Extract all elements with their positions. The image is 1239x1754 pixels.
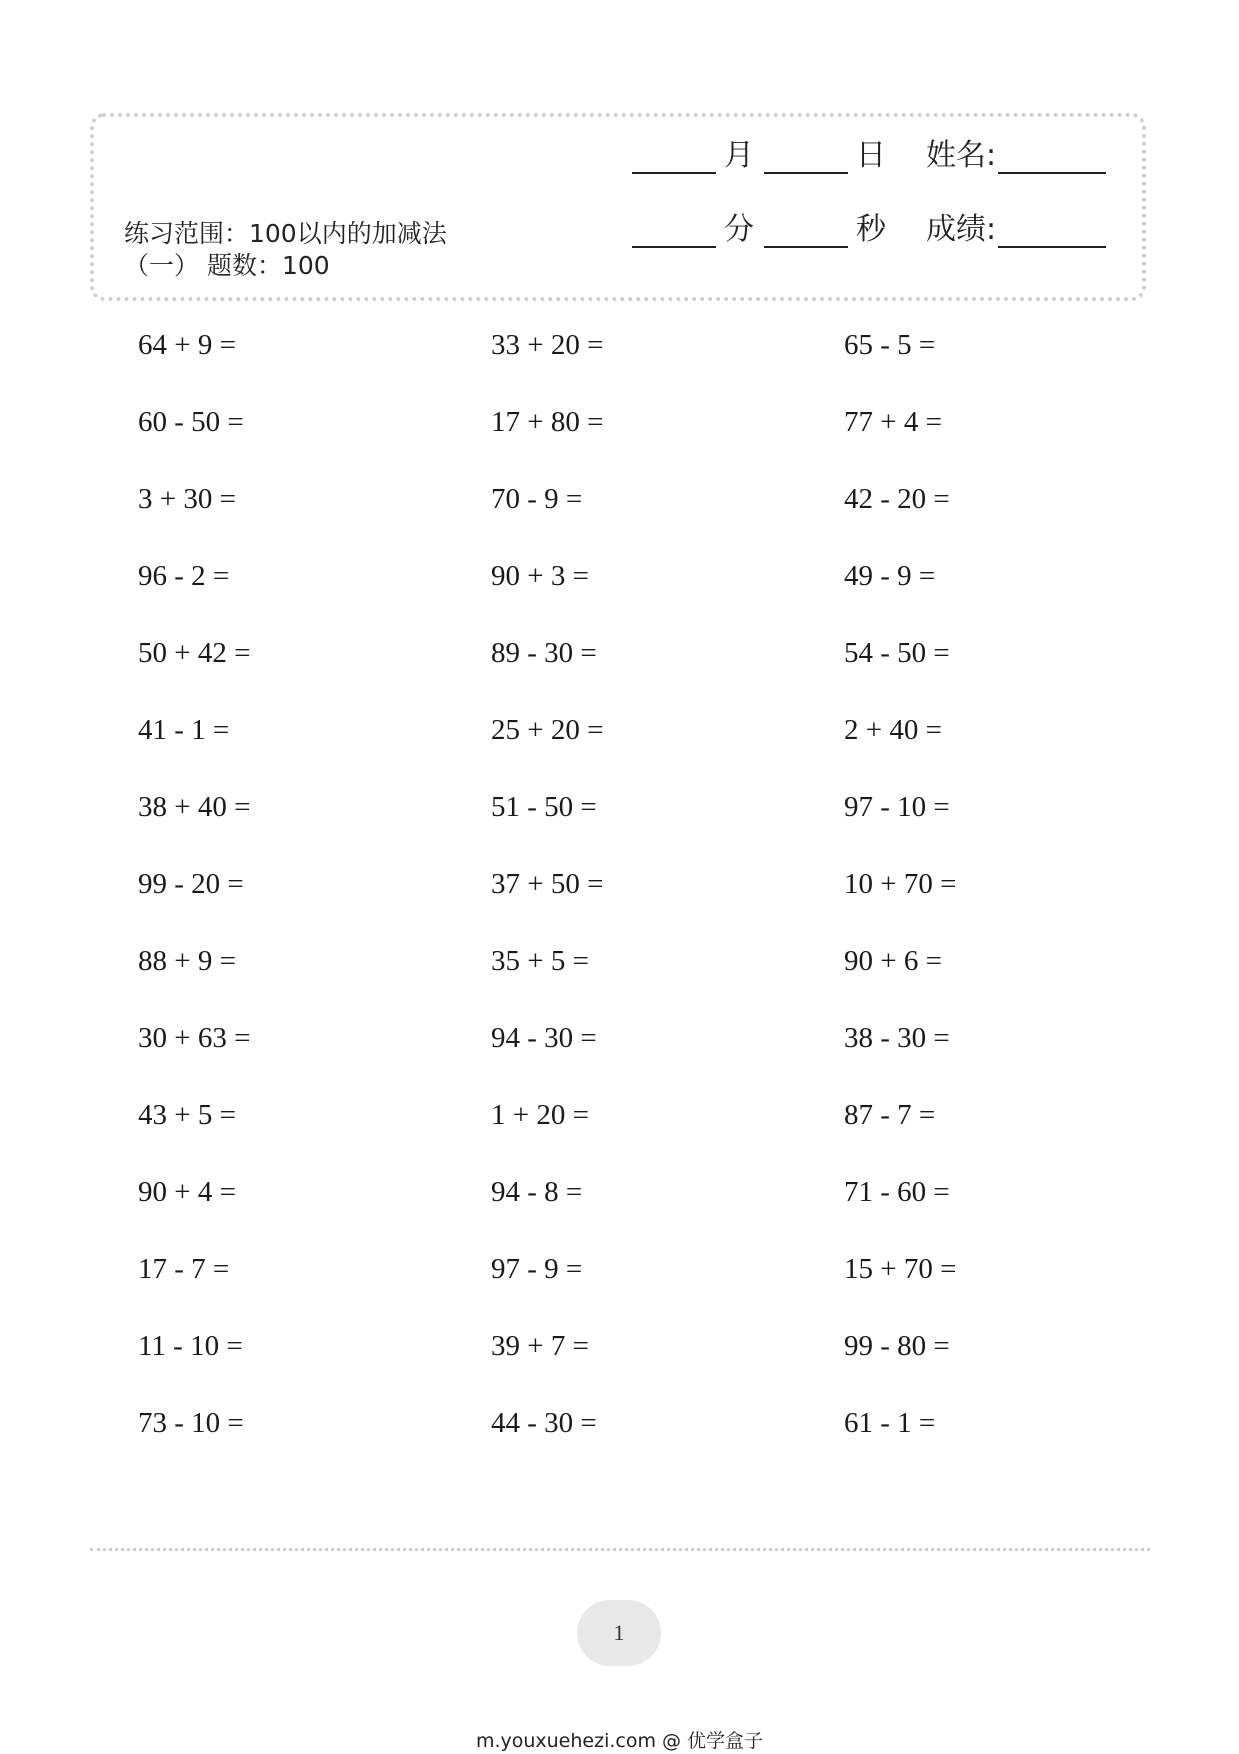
minute-label: 分 <box>724 212 754 247</box>
problem-item: 2 + 40 = <box>844 714 942 746</box>
problem-item: 17 - 7 = <box>138 1253 230 1285</box>
problem-row <box>138 1018 1138 1095</box>
problem-item: 99 - 80 = <box>844 1330 950 1362</box>
problem-row <box>138 633 1138 710</box>
page-number: 1 <box>577 1600 661 1666</box>
date-name-row <box>632 134 1106 174</box>
problem-item: 42 - 20 = <box>844 483 950 515</box>
problem-item: 50 + 42 = <box>138 637 251 669</box>
month-blank[interactable] <box>632 140 716 174</box>
month-label: 月 <box>724 138 754 173</box>
problem-item: 61 - 1 = <box>844 1407 936 1439</box>
problem-item: 89 - 30 = <box>491 637 597 669</box>
problem-row <box>138 1403 1138 1480</box>
problem-row <box>138 941 1138 1018</box>
footer-divider <box>90 1548 1150 1551</box>
problem-item: 44 - 30 = <box>491 1407 597 1439</box>
problem-row <box>138 787 1138 864</box>
problem-item: 51 - 50 = <box>491 791 597 823</box>
problem-item: 60 - 50 = <box>138 406 244 438</box>
problem-row <box>138 556 1138 633</box>
problem-item: 39 + 7 = <box>491 1330 589 1362</box>
problem-item: 11 - 10 = <box>138 1330 243 1362</box>
problem-row <box>138 1172 1138 1249</box>
problem-item: 73 - 10 = <box>138 1407 244 1439</box>
name-label: 姓名: <box>926 138 997 173</box>
problem-item: 90 + 6 = <box>844 945 942 977</box>
problem-item: 90 + 4 = <box>138 1176 236 1208</box>
problem-item: 94 - 30 = <box>491 1022 597 1054</box>
problem-item: 88 + 9 = <box>138 945 236 977</box>
problem-grid <box>138 325 1138 1480</box>
problem-row <box>138 864 1138 941</box>
time-score-row <box>632 208 1106 248</box>
problem-count: （一） 题数：100 <box>124 251 330 280</box>
problem-item: 33 + 20 = <box>491 329 604 361</box>
second-label: 秒 <box>856 212 886 247</box>
problem-item: 41 - 1 = <box>138 714 230 746</box>
name-blank[interactable] <box>998 140 1106 174</box>
problem-item: 38 + 40 = <box>138 791 251 823</box>
problem-row <box>138 479 1138 556</box>
problem-item: 17 + 80 = <box>491 406 604 438</box>
problem-item: 64 + 9 = <box>138 329 236 361</box>
minute-blank[interactable] <box>632 214 716 248</box>
problem-item: 87 - 7 = <box>844 1099 936 1131</box>
day-label: 日 <box>856 138 886 173</box>
problem-item: 99 - 20 = <box>138 868 244 900</box>
problem-item: 38 - 30 = <box>844 1022 950 1054</box>
problem-row <box>138 1095 1138 1172</box>
problem-row <box>138 325 1138 402</box>
score-label: 成绩: <box>926 212 997 247</box>
score-blank[interactable] <box>998 214 1106 248</box>
problem-row <box>138 710 1138 787</box>
problem-item: 15 + 70 = <box>844 1253 957 1285</box>
problem-item: 97 - 9 = <box>491 1253 583 1285</box>
problem-item: 1 + 20 = <box>491 1099 589 1131</box>
problem-item: 54 - 50 = <box>844 637 950 669</box>
day-blank[interactable] <box>764 140 848 174</box>
problem-item: 70 - 9 = <box>491 483 583 515</box>
problem-item: 3 + 30 = <box>138 483 236 515</box>
problem-item: 10 + 70 = <box>844 868 957 900</box>
problem-item: 30 + 63 = <box>138 1022 251 1054</box>
site-credit: m.youxuehezi.com @ 优学盒子 <box>475 1730 764 1752</box>
problem-item: 71 - 60 = <box>844 1176 950 1208</box>
practice-scope: 练习范围：100以内的加减法 <box>124 219 447 248</box>
problem-row <box>138 1249 1138 1326</box>
problem-item: 43 + 5 = <box>138 1099 236 1131</box>
problem-item: 35 + 5 = <box>491 945 589 977</box>
problem-item: 25 + 20 = <box>491 714 604 746</box>
problem-row <box>138 1326 1138 1403</box>
second-blank[interactable] <box>764 214 848 248</box>
problem-item: 96 - 2 = <box>138 560 230 592</box>
problem-item: 65 - 5 = <box>844 329 936 361</box>
problem-item: 49 - 9 = <box>844 560 936 592</box>
problem-item: 97 - 10 = <box>844 791 950 823</box>
problem-item: 90 + 3 = <box>491 560 589 592</box>
problem-item: 94 - 8 = <box>491 1176 583 1208</box>
problem-item: 77 + 4 = <box>844 406 942 438</box>
problem-row <box>138 402 1138 479</box>
problem-item: 37 + 50 = <box>491 868 604 900</box>
